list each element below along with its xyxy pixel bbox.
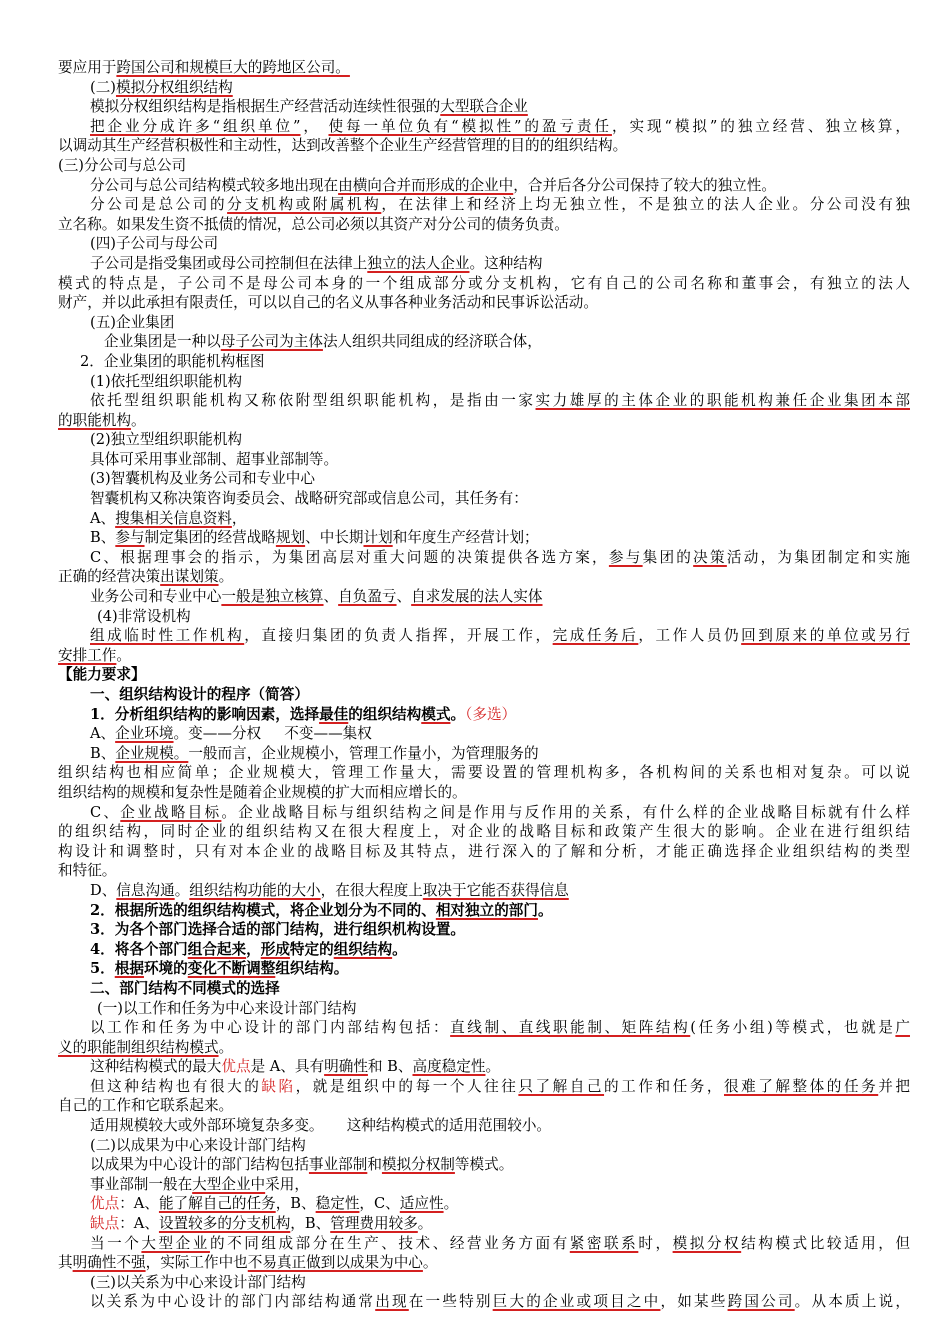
text-run: 。	[130, 411, 146, 429]
text-line	[58, 450, 910, 470]
text-line	[58, 567, 910, 587]
underlined-phrase: 能了解自己的任务	[158, 1195, 276, 1213]
text-run: 、中长期	[305, 529, 364, 547]
text-run: (4)非常设机构	[97, 607, 191, 625]
text-run: 采用，	[265, 1175, 309, 1193]
underlined-phrase: 使每一单位负有“模拟性”的盈亏责任	[328, 117, 612, 135]
text-run: 组织结构也相应简单；企业规模大，管理工作量大，需要设置的管理机构多，各机构间的关系也相对复杂。可以说	[58, 764, 910, 782]
text-run: ，	[246, 940, 261, 958]
text-line	[58, 763, 910, 783]
underlined-phrase: 最佳	[319, 705, 349, 723]
text-run: C、根据理事会的指示，为集团高层对重大问题的决策提供各选方案，	[90, 548, 609, 566]
text-run: 法人组织共同组成的经济联合体，	[322, 333, 542, 351]
text-line	[58, 97, 910, 117]
underlined-phrase: 安排工作	[58, 646, 117, 664]
text-line	[58, 352, 910, 372]
text-run: B、	[90, 744, 116, 762]
text-run: B、	[90, 529, 116, 547]
text-run: 事业部制一般在	[90, 1175, 193, 1193]
text-line	[58, 1057, 910, 1077]
text-line	[58, 665, 910, 685]
highlight-label: 缺点	[90, 1215, 120, 1233]
text-run: 。这种结构	[469, 254, 543, 272]
underlined-phrase: 把企业分成许多“组织单位”	[90, 117, 301, 135]
text-run: 模拟分权组织结构是指根据生产经营活动连续性很强的	[90, 98, 441, 116]
underlined-phrase: 大型企业中	[192, 1175, 266, 1193]
text-run: 分公司与总公司结构模式较多地出现在	[90, 176, 339, 194]
text-run: C、	[90, 803, 121, 821]
text-run: ，合并后各分公司保持了较大的独立性。	[513, 176, 776, 194]
text-line	[58, 999, 910, 1019]
text-run: 的组织结构	[348, 705, 422, 723]
text-run: 要应用于	[58, 59, 117, 76]
underlined-phrase: 取决于它能否获得信息	[422, 881, 569, 899]
text-line	[58, 78, 910, 98]
text-line	[58, 1038, 910, 1058]
underlined-phrase: 不易真正做到以成果为中心	[247, 1254, 423, 1272]
text-run: 。企业战略目标与组织结构之间是作用与反作用的关系，有什么样的企业战略目标就有什么样	[221, 803, 910, 821]
underlined-phrase: 紧密联系	[569, 1234, 639, 1252]
underlined-phrase: 组成临时性工作机构	[90, 627, 245, 645]
text-run: 的组织结构，同时企业的组织结构又在很大程度上，对企业的战略目标和政策产生很大的影响。企业在进行组织结	[58, 823, 910, 841]
text-run: 组织结构。	[275, 960, 349, 978]
highlight-label: 优点	[90, 1195, 120, 1213]
text-line	[58, 274, 910, 294]
text-run: 当一个	[90, 1234, 142, 1252]
text-line	[58, 607, 910, 627]
text-line	[58, 1155, 910, 1175]
text-line	[58, 803, 910, 823]
text-run: 具体可采用事业部制、超事业部制等。	[90, 450, 339, 468]
underlined-phrase: 义的职能制组织结构模式	[58, 1038, 219, 1056]
underlined-phrase: 出现	[375, 1293, 409, 1311]
text-run: 模式的特点是，子公司不是母公司本身的一个组成部分或分支机构，它有自己的公司名称和董事会，有独立的法人	[58, 274, 910, 292]
underlined-phrase: 组合起来	[187, 940, 247, 958]
text-run: A、	[90, 509, 116, 527]
text-run: (一)以工作和任务为中心来设计部门结构	[97, 999, 357, 1017]
text-run: 分公司是总公司的	[90, 196, 228, 214]
underlined-phrase: 计划	[363, 529, 393, 547]
text-run: 。变——分权 不变——集权	[173, 725, 372, 743]
text-line	[58, 646, 910, 666]
underlined-phrase: 稳定性	[315, 1195, 360, 1213]
text-run: 依托型组织职能机构又称依附型组织职能机构，是指由一家	[90, 392, 536, 410]
text-run: (四)子公司与母公司	[90, 235, 219, 253]
text-run: 。从本质上说，	[794, 1293, 910, 1311]
text-run: 。	[392, 940, 407, 958]
underlined-phrase: 信息沟通	[116, 881, 175, 899]
underlined-phrase: 实力雄厚的主体企业的职能机构兼任企业集团本部	[535, 392, 910, 410]
text-run: 。	[174, 881, 190, 899]
text-line	[58, 979, 910, 999]
underlined-phrase: 适应性	[399, 1195, 444, 1213]
text-run: 一、组织结构设计的程序（简答）	[90, 686, 309, 703]
text-line	[58, 195, 910, 215]
text-run: 智囊机构又称决策咨询委员会、战略研究部或信息公司，其任务有：	[90, 490, 528, 508]
text-line	[58, 744, 910, 764]
text-run: 集团的	[642, 548, 694, 566]
text-run: ，就是组织中的每一个人往往	[295, 1077, 519, 1095]
underlined-phrase: 自求发展的法人实体	[411, 588, 543, 606]
text-run: 的不同组成部分在生产、技术、经营业务方面有	[209, 1234, 570, 1252]
text-line	[58, 391, 910, 411]
underlined-phrase: 参与	[608, 548, 643, 566]
text-run: 时，	[638, 1234, 673, 1252]
text-run: 环境的	[143, 960, 188, 978]
text-line	[58, 959, 910, 979]
text-run: 特定的	[289, 940, 334, 958]
text-run: 。	[218, 568, 234, 586]
text-run: 【能力要求】	[58, 666, 146, 684]
underlined-phrase: 出谋划策	[160, 568, 219, 586]
text-line	[58, 469, 910, 489]
text-run: 组织结构的规模和复杂性是随着企业规模的扩大而相应增长的。	[58, 783, 467, 801]
text-line	[58, 1253, 910, 1273]
text-run: ，在很大程度上	[320, 881, 423, 899]
text-run: 以工作和任务为中心设计的部门内部结构包括：	[90, 1019, 451, 1037]
underlined-phrase: 参与	[115, 529, 145, 547]
text-run: 。	[218, 1038, 234, 1056]
highlight-label: 优点	[221, 1058, 251, 1076]
text-run: 构设计和调整时，只有对本企业的战略目标及其特点，进行深入的了解和分析，才能正确选择企业组织结构的类型	[58, 842, 910, 860]
text-line	[58, 411, 910, 431]
text-line	[58, 587, 910, 607]
text-line	[58, 1214, 910, 1234]
text-run: 一般而言，企业规模小，管理工作量小，为管理服务的	[188, 744, 539, 762]
underlined-phrase: 一般是独立核算	[221, 588, 324, 606]
text-run: 和 B、	[367, 1058, 413, 1076]
underlined-phrase: 管理费用较多	[330, 1215, 418, 1233]
text-run: ，直接归集团的负责人指挥，开展工作，	[244, 627, 553, 645]
text-run: 二、部门结构不同模式的选择	[90, 979, 280, 997]
text-line	[58, 117, 910, 137]
text-run: (三)以关系为中心来设计部门结构	[90, 1273, 306, 1291]
text-line	[58, 920, 910, 940]
text-line	[58, 724, 910, 744]
underlined-phrase: 规划	[275, 529, 306, 547]
text-run: 以成果为中心设计的部门结构包括	[90, 1156, 309, 1174]
underlined-phrase: 模拟分权组织结构	[115, 78, 233, 96]
text-run: 结构模式比较适用，但	[741, 1234, 910, 1252]
text-run: 。	[417, 1215, 433, 1233]
text-line	[58, 430, 910, 450]
text-line	[58, 685, 910, 705]
text-run: 其	[58, 1254, 73, 1272]
text-line	[58, 156, 910, 176]
text-line	[58, 509, 910, 529]
text-run: 和	[367, 1156, 382, 1174]
text-run: 正确的经营决策	[58, 568, 161, 586]
text-line	[58, 234, 910, 254]
text-line	[58, 293, 910, 313]
text-run: (1)依托型组织职能机构	[90, 372, 243, 390]
underlined-phrase: 分支机构或附属机构	[227, 196, 382, 214]
underlined-phrase: 企业规模。	[115, 744, 189, 762]
underlined-phrase: 高度稳定性	[412, 1058, 486, 1076]
text-line	[58, 313, 910, 333]
underlined-phrase: 直线制、直线职能制、矩阵结构	[450, 1019, 691, 1037]
text-run: A、	[90, 725, 116, 743]
text-run: 并把	[878, 1077, 910, 1095]
underlined-phrase: 的职能机构	[58, 411, 131, 429]
text-line	[58, 822, 910, 842]
text-run: 3．为各个部门选择合适的部门结构，进行组织机构设置。	[90, 921, 466, 939]
text-line	[58, 842, 910, 862]
text-run: (三)分公司与总公司	[58, 156, 187, 174]
text-run: (二)	[90, 78, 116, 96]
underlined-phrase: 相对独立的部门	[435, 901, 538, 919]
text-line	[58, 528, 910, 548]
text-run: ，实际工作中也	[145, 1254, 248, 1272]
text-run: 这种结构模式的最大	[90, 1058, 222, 1076]
text-line	[58, 1175, 910, 1195]
text-run: 但这种结构也有很大的	[90, 1077, 262, 1095]
text-run: ，实现“模拟”的独立经营、独立核算，	[611, 117, 910, 135]
text-run: 等模式。	[454, 1156, 514, 1174]
underlined-phrase: 大型企业	[141, 1234, 210, 1252]
underlined-phrase: 组织结构功能的大小	[189, 881, 321, 899]
text-line	[58, 1136, 910, 1156]
text-run: 自己的工作和它联系起来。	[58, 1097, 234, 1115]
text-run: ，如某些	[660, 1293, 728, 1311]
text-run: ，	[300, 117, 329, 135]
underlined-phrase: 大型联合企业	[440, 98, 528, 116]
underlined-phrase: 事业部制	[308, 1156, 368, 1174]
text-line	[58, 626, 910, 646]
underlined-phrase: 形成	[260, 940, 290, 958]
underlined-phrase: 完成任务后	[552, 627, 639, 645]
text-run: (五)企业集团	[90, 313, 175, 331]
text-run: 2．企业集团的职能机构框图	[80, 352, 265, 370]
highlight-label: 缺陷	[261, 1077, 296, 1095]
underlined-phrase: 搜集相关信息资料	[115, 509, 232, 527]
text-run: 的工作和任务，	[604, 1077, 724, 1095]
text-run: 以关系为中心设计的部门内部结构通常	[90, 1293, 376, 1311]
underlined-phrase: 模拟分权制	[381, 1156, 455, 1174]
text-line	[58, 1077, 910, 1097]
text-line	[58, 1234, 910, 1254]
text-line	[58, 861, 910, 881]
text-line	[58, 881, 910, 901]
text-run: (2)独立型组织职能机构	[90, 431, 243, 449]
text-line	[58, 136, 910, 156]
text-run: 财产，并以此承担有限责任，可以以自己的名义从事各种业务活动和民事诉讼活动。	[58, 294, 598, 312]
text-run: 、	[323, 588, 339, 606]
text-run: ，B、	[275, 1195, 316, 1213]
text-run: ，	[231, 509, 247, 527]
text-line	[58, 1194, 910, 1214]
underlined-phrase: 企业战略目标	[120, 803, 222, 821]
text-run: 和年度生产经营计划；	[392, 529, 539, 547]
text-line	[58, 215, 910, 235]
text-run: 。	[116, 646, 131, 664]
text-run: 适用规模较大或外部环境复杂多变。 这种结构模式的适用范围较小。	[90, 1117, 552, 1135]
text-line	[58, 1096, 910, 1116]
text-run: 以调动其生产经营积极性和主动性，达到改善整个企业生产经营管理的目的的组织结构。	[58, 137, 628, 155]
text-run: 5．	[90, 960, 115, 978]
text-run: 。	[485, 1058, 501, 1076]
text-run: 1．分析组织结构的影响因素，选择	[90, 705, 320, 723]
text-line	[58, 705, 910, 725]
underlined-phrase: 跨国公司	[727, 1293, 795, 1311]
text-run: ，B、	[290, 1215, 331, 1233]
text-run: 4．将各个部门	[90, 940, 188, 958]
underlined-phrase: 只了解自己	[518, 1077, 605, 1095]
underlined-phrase: 母子公司为主体	[220, 333, 323, 351]
underlined-phrase: 设置较多的分支机构	[158, 1215, 291, 1233]
text-line	[58, 58, 910, 78]
text-line	[58, 783, 910, 803]
underlined-phrase: 决策	[693, 548, 727, 566]
underlined-phrase: 明确性不强	[72, 1254, 146, 1272]
underlined-phrase: 根据	[114, 960, 144, 978]
text-line	[58, 332, 910, 352]
text-run: ：A、	[119, 1215, 159, 1233]
text-run: 、	[396, 588, 412, 606]
text-run: 子公司是指受集团或母公司控制但在法律上	[90, 254, 368, 272]
text-line	[58, 1018, 910, 1038]
text-run: 立名称。如果发生资不抵债的情况，总公司必须以其资产对分公司的债务负责。	[58, 215, 569, 233]
underlined-phrase: 跨国公司和规模巨大的跨地区公司。	[116, 59, 350, 76]
text-run: ，工作人员仍	[638, 627, 742, 645]
highlight-label: （多选）	[465, 705, 517, 723]
underlined-phrase: 自负盈亏	[338, 588, 397, 606]
text-line	[58, 1292, 910, 1312]
underlined-phrase: 独立的法人企业	[367, 254, 470, 272]
text-run: 和特征。	[58, 862, 117, 880]
text-line	[58, 940, 910, 960]
text-run: 。	[443, 1195, 459, 1213]
text-run: D、	[90, 881, 117, 899]
underlined-phrase: 明确性	[324, 1058, 368, 1076]
text-line	[58, 489, 910, 509]
text-line	[58, 1273, 910, 1293]
text-run: ，在法律上和经济上均无独立性，不是独立的法人企业。分公司没有独	[381, 196, 910, 214]
text-line	[58, 176, 910, 196]
text-run: 2．根据所选的组织结构模式，将企业划分为不同的、	[90, 901, 436, 919]
text-run: 。	[538, 901, 553, 919]
text-run: (3)智囊机构及业务公司和专业中心	[90, 470, 315, 488]
text-line	[58, 901, 910, 921]
text-line	[58, 372, 910, 392]
text-run: 业务公司和专业中心	[90, 588, 222, 606]
underlined-phrase: 由横向合并而形成的企业中	[338, 176, 514, 194]
underlined-phrase: 变化不断调整	[187, 960, 276, 978]
text-line	[58, 1116, 910, 1136]
underlined-phrase: 广	[895, 1019, 910, 1037]
underlined-phrase: 很难了解整体的任务	[724, 1077, 879, 1095]
underlined-phrase: 模式	[421, 705, 451, 723]
text-line	[58, 548, 910, 568]
text-run: ：A、	[119, 1195, 159, 1213]
text-run: 制定集团的经营战略	[144, 529, 276, 547]
text-line	[58, 254, 910, 274]
text-run: 是 A、具有	[250, 1058, 325, 1076]
underlined-phrase: 回到原来的单位或另行	[741, 627, 910, 645]
underlined-phrase: 企业环境	[115, 725, 174, 743]
text-run: 活动，为集团制定和实施	[726, 548, 910, 566]
underlined-phrase: 模拟分权	[672, 1234, 742, 1252]
text-run: (二)以成果为中心来设计部门结构	[90, 1136, 306, 1154]
text-run: (任务小组)等模式，也就是	[690, 1019, 896, 1037]
text-run: 在一些特别	[408, 1293, 493, 1311]
text-run: 企业集团是一种以	[104, 333, 221, 351]
text-run: 。	[422, 1254, 438, 1272]
underlined-phrase: 组织结构	[333, 940, 393, 958]
underlined-phrase: 巨大的企业或项目之中	[492, 1293, 661, 1311]
text-run: 。	[450, 705, 466, 723]
text-run: ，C、	[359, 1195, 400, 1213]
